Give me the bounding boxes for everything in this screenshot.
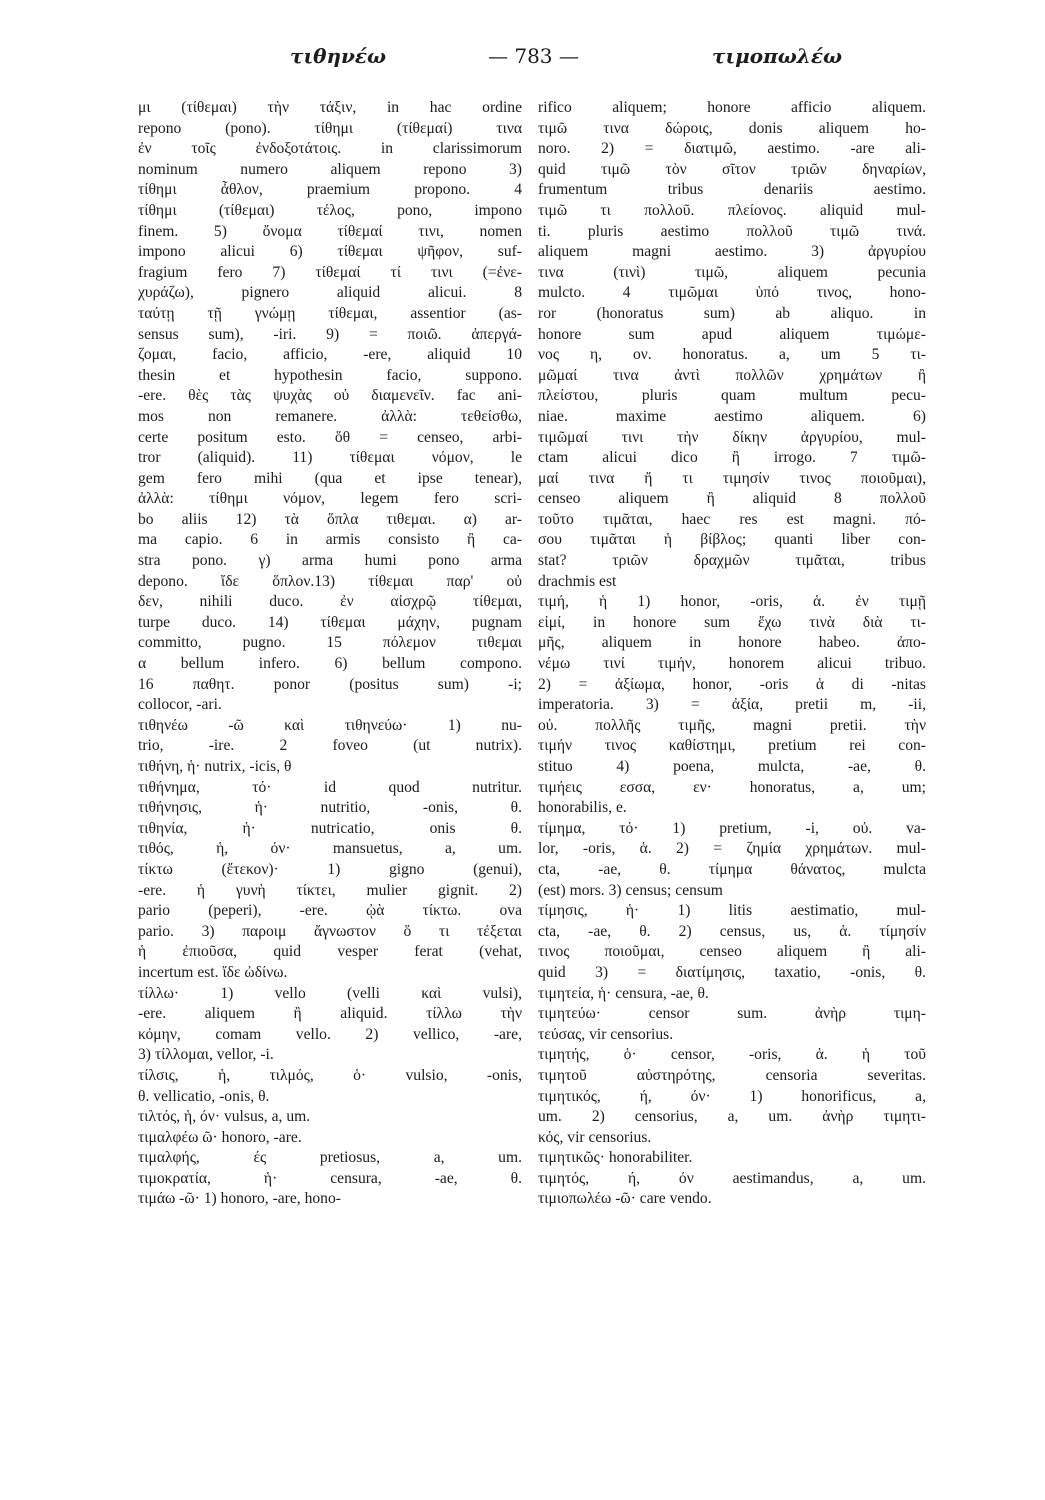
text-line: μι (τίθεμαι) τὴν τάξιν, in hac ordine — [138, 99, 522, 116]
text-line: quid 3) = διατίμησις, taxatio, -onis, θ. — [538, 963, 926, 981]
text-line: μαί τινα ἤ τι τιμησίν τινος ποιοῦμαι), — [538, 469, 926, 487]
text-line: κόμην, comam vello. 2) vellico, -are, — [138, 1025, 522, 1043]
text-line: fragium fero 7) τίθεμαί τί τινι (=ἐνε- — [138, 263, 522, 281]
text-line: gem fero mihi (qua et ipse tenear), — [138, 469, 522, 487]
text-line: honore sum apud aliquem τιμώμε- — [538, 325, 926, 343]
text-line: depono. ἴδε ὅπλον.13) τίθεμαι παρ' οὐ — [138, 572, 522, 590]
text-line: τιμήεις εσσα, εν· honoratus, a, um; — [538, 778, 926, 796]
text-line: ζομαι, facio, afficio, -ere, aliquid 10 — [138, 346, 522, 364]
left-running-headword: τιθηνέω — [290, 44, 387, 68]
text-line: τιμῶ τι πολλοῦ. πλείονος. aliquid mul- — [538, 201, 926, 219]
text-line: tror (aliquid). 11) τίθεμαι νόμον, le — [138, 449, 522, 467]
text-line: ror (honoratus sum) ab aliquo. in — [538, 304, 926, 322]
text-line: τιμητεία, ἡ· censura, -ae, θ. — [538, 984, 709, 1002]
text-line: -ere. aliquem ἢ aliquid. τίλλω τὴν — [138, 1005, 522, 1023]
text-line: τιμητικός, ή, όν· 1) honorificus, a, — [538, 1087, 926, 1105]
text-line: κός, vir censorius. — [538, 1128, 652, 1146]
text-line: ma capio. 6 in armis consisto ἢ ca- — [138, 531, 522, 549]
text-line: τίθημι (τίθεμαι) τέλος, pono, impono — [138, 201, 522, 219]
left-column — [138, 98, 522, 1210]
text-line: niae. maxime aestimo aliquem. 6) — [538, 407, 926, 425]
text-line: -ere. θὲς τὰς ψυχὰς οὐ διαμενεῖν. fac ani- — [138, 387, 522, 405]
right-running-headword: τιμοπωλέω — [712, 44, 843, 68]
page-header — [0, 44, 1045, 78]
text-line: pario. 3) παροιμ ἄγνωστον ὅ τι τέξεται — [138, 922, 522, 940]
text-line: stituo 4) poena, mulcta, -ae, θ. — [538, 758, 926, 775]
text-line: τιθήνημα, τό· id quod nutritur. — [138, 778, 522, 796]
text-line: drachmis est — [538, 572, 617, 590]
text-line: τιμιοπωλέω -ῶ· care vendo. — [538, 1190, 712, 1208]
text-line: τιμαλφέω ῶ· honoro, -are. — [138, 1128, 302, 1146]
text-line: certe positum esto. ὅθ = censeo, arbi- — [138, 428, 522, 446]
text-line: τιθήνησις, ἡ· nutritio, -onis, θ. — [138, 799, 522, 817]
text-line: imperatoria. 3) = ἀξία, pretii m, -ii, — [538, 696, 926, 714]
text-line: finem. 5) ὄνομα τίθεμαί τινι, nomen — [138, 222, 522, 240]
text-line: 3) τίλλομαι, vellor, -i. — [138, 1046, 274, 1064]
text-line: repono (pono). τίθημι (τίθεμαί) τινα — [138, 119, 522, 137]
text-line: committo, pugno. 15 πόλεμον τιθεμαι — [138, 634, 522, 652]
text-line: τιμητός, ή, όν aestimandus, a, um. — [538, 1169, 926, 1187]
text-line: turpe duco. 14) τίθεμαι μάχην, pugnam — [138, 613, 522, 631]
text-line: τίλσις, ἡ, τιλμός, ὁ· vulsio, -onis, — [138, 1066, 522, 1084]
text-line: mos non remanere. ἀλλὰ: τεθείσθω, — [138, 407, 522, 425]
text-line: noro. 2) = διατιμῶ, aestimo. -are ali- — [538, 140, 926, 158]
text-line: lor, -oris, ἁ. 2) = ζημία χρημάτων. mul- — [538, 840, 926, 858]
text-line: ti. pluris aestimo πολλοῦ τιμῶ τινά. — [538, 222, 926, 240]
text-line: τιθήνη, ἡ· nutrix, -icis, θ — [138, 758, 292, 775]
text-line: τιμητοῦ αὐστηρότης, censoria severitas. — [538, 1066, 926, 1084]
text-line: τιμητικῶς· honorabiliter. — [538, 1149, 693, 1167]
text-line: δεν, nihili duco. ἐν αἰσχρῷ τίθεμαι, — [138, 593, 522, 611]
text-line: 2) = ἀξίωμα, honor, -oris ἁ di -nitas — [538, 675, 926, 693]
text-line: τιθηνέω -ῶ καὶ τιθηνεύω· 1) nu- — [138, 716, 522, 734]
text-line: ἀλλὰ: τίθημι νόμον, legem fero scri- — [138, 490, 522, 508]
text-line: censeo aliquem ἢ aliquid 8 πολλοῦ — [538, 490, 926, 508]
text-line: 16 παθητ. ponor (positus sum) -i; — [138, 675, 522, 693]
text-line: τιμῶ τινα δώροις, donis aliquem ho- — [538, 119, 926, 137]
text-line: honorabilis, e. — [538, 799, 627, 817]
text-line: σου τιμᾶται ἡ βίβλος; quanti liber con- — [538, 531, 926, 549]
text-line: bo aliis 12) τὰ ὅπλα τιθεμαι. α) ar- — [138, 510, 522, 528]
text-line: θ. vellicatio, -onis, θ. — [138, 1087, 270, 1105]
page-number: — 783 — — [488, 44, 579, 68]
text-line: τίλλω· 1) vello (velli καὶ vulsi), — [138, 984, 522, 1002]
text-line: τιμητεύω· censor sum. ἀνὴρ τιμη- — [538, 1005, 926, 1023]
text-line: -ere. ἡ γυνὴ τίκτει, mulier gignit. 2) — [138, 881, 522, 899]
text-line: frumentum tribus denariis aestimo. — [538, 181, 926, 199]
text-line: τίμησις, ἡ· 1) litis aestimatio, mul- — [538, 902, 926, 920]
text-line: collocor, -ari. — [138, 696, 222, 714]
text-line: nominum numero aliquem repono 3) — [138, 160, 522, 178]
text-line: τινα (τινὶ) τιμῶ, aliquem pecunia — [538, 263, 926, 281]
text-line: pario (peperi), -ere. ᾠὰ τίκτω. ova — [138, 902, 522, 920]
text-line: εἰμί, in honore sum ἔχω τινὰ διὰ τι- — [538, 613, 926, 631]
text-line: μῶμαί τινα ἀντὶ πολλῶν χρημάτων ἢ — [538, 366, 926, 384]
text-line: quid τιμῶ τὸν σῖτον τριῶν δηναρίων, — [538, 160, 926, 178]
text-line: τιμητής, ὁ· censor, -oris, ἁ. ἡ τοῦ — [538, 1046, 926, 1064]
text-line: οὐ. πολλῆς τιμῆς, magni pretii. τὴν — [538, 716, 926, 734]
text-line: sensus sum), -iri. 9) = ποιῶ. ἀπεργά- — [138, 325, 522, 343]
text-line: aliquem magni aestimo. 3) ἀργυρίου — [538, 243, 926, 261]
text-line: τιμῶμαί τινι τὴν δίκην ἀργυρίου, mul- — [538, 428, 926, 446]
text-line: τεύσας, vir censorius. — [538, 1025, 674, 1043]
text-line: impono alicui 6) τίθεμαι ψῆφον, suf- — [138, 243, 522, 261]
text-line: ctam alicui dico ἢ irrogo. 7 τιμῶ- — [538, 449, 926, 467]
text-line: τιλτός, ἡ, όν· vulsus, a, um. — [138, 1108, 311, 1126]
text-line: τινος ποιοῦμαι, censeo aliquem ἢ ali- — [538, 943, 926, 961]
text-line: cta, -ae, θ. τίμημα θάνατος, mulcta — [538, 860, 926, 878]
text-line: νέμω τινί τιμήν, honorem alicui tribuo. — [538, 655, 926, 673]
text-line: τιμήν τινος καθίστημι, pretium rei con- — [538, 737, 926, 755]
text-line: cta, -ae, θ. 2) census, us, ἁ. τίμησίν — [538, 922, 926, 940]
text-line: incertum est. ἴδε ὠδίνω. — [138, 963, 288, 981]
text-line: α bellum infero. 6) bellum compono. — [138, 655, 522, 673]
text-line: πλείστου, pluris quam multum pecu- — [538, 387, 926, 405]
text-line: τίκτω (ἔτεκον)· 1) gigno (genui), — [138, 860, 522, 878]
text-line: stra pono. γ) arma humi pono arma — [138, 552, 522, 570]
text-line: τιμαλφής, ές pretiosus, a, um. — [138, 1149, 522, 1167]
text-line: νος η, ον. honoratus. a, um 5 τι- — [538, 346, 926, 364]
text-line: τιθηνία, ἡ· nutricatio, onis θ. — [138, 819, 522, 837]
text-line: ταύτῃ τῇ γνώμῃ τίθεμαι, assentior (as- — [138, 304, 522, 322]
text-line: trio, -ire. 2 foveo (ut nutrix). — [138, 737, 522, 755]
text-line: thesin et hypothesin facio, suppono. — [138, 366, 522, 384]
text-line: rifico aliquem; honore afficio aliquem. — [538, 99, 926, 116]
text-line: um. 2) censorius, a, um. ἀνὴρ τιμητι- — [538, 1108, 926, 1126]
text-line: mulcto. 4 τιμῶμαι ὑπό τινος, hono- — [538, 284, 926, 302]
text-line: (est) mors. 3) census; censum — [538, 881, 723, 899]
text-line: τίμημα, τό· 1) pretium, -i, οὐ. va- — [538, 819, 926, 837]
text-line: μῆς, aliquem in honore habeo. ἀπο- — [538, 634, 926, 652]
text-line: ἐν τοῖς ἐνδοξοτάτοις. in clarissimorum — [138, 140, 522, 158]
text-line: ἡ ἐπιοῦσα, quid vesper ferat (vehat, — [138, 943, 522, 961]
text-line: τιμή, ἡ 1) honor, -oris, ἁ. ἐν τιμῇ — [538, 593, 926, 611]
text-line: τίθημι ἆθλον, praemium propono. 4 — [138, 181, 522, 199]
text-line: stat? τριῶν δραχμῶν τιμᾶται, tribus — [538, 552, 926, 570]
text-line: τιμοκρατία, ἡ· censura, -ae, θ. — [138, 1169, 522, 1187]
text-line: τιμάω -ῶ· 1) honoro, -are, hono- — [138, 1190, 341, 1208]
text-line: χυράζω), pignero aliquid alicui. 8 — [138, 284, 522, 302]
text-line: τιθός, ἡ, όν· mansuetus, a, um. — [138, 840, 522, 858]
right-column — [538, 98, 926, 1210]
text-line: τοῦτο τιμᾶται, haec res est magni. πό- — [538, 510, 926, 528]
